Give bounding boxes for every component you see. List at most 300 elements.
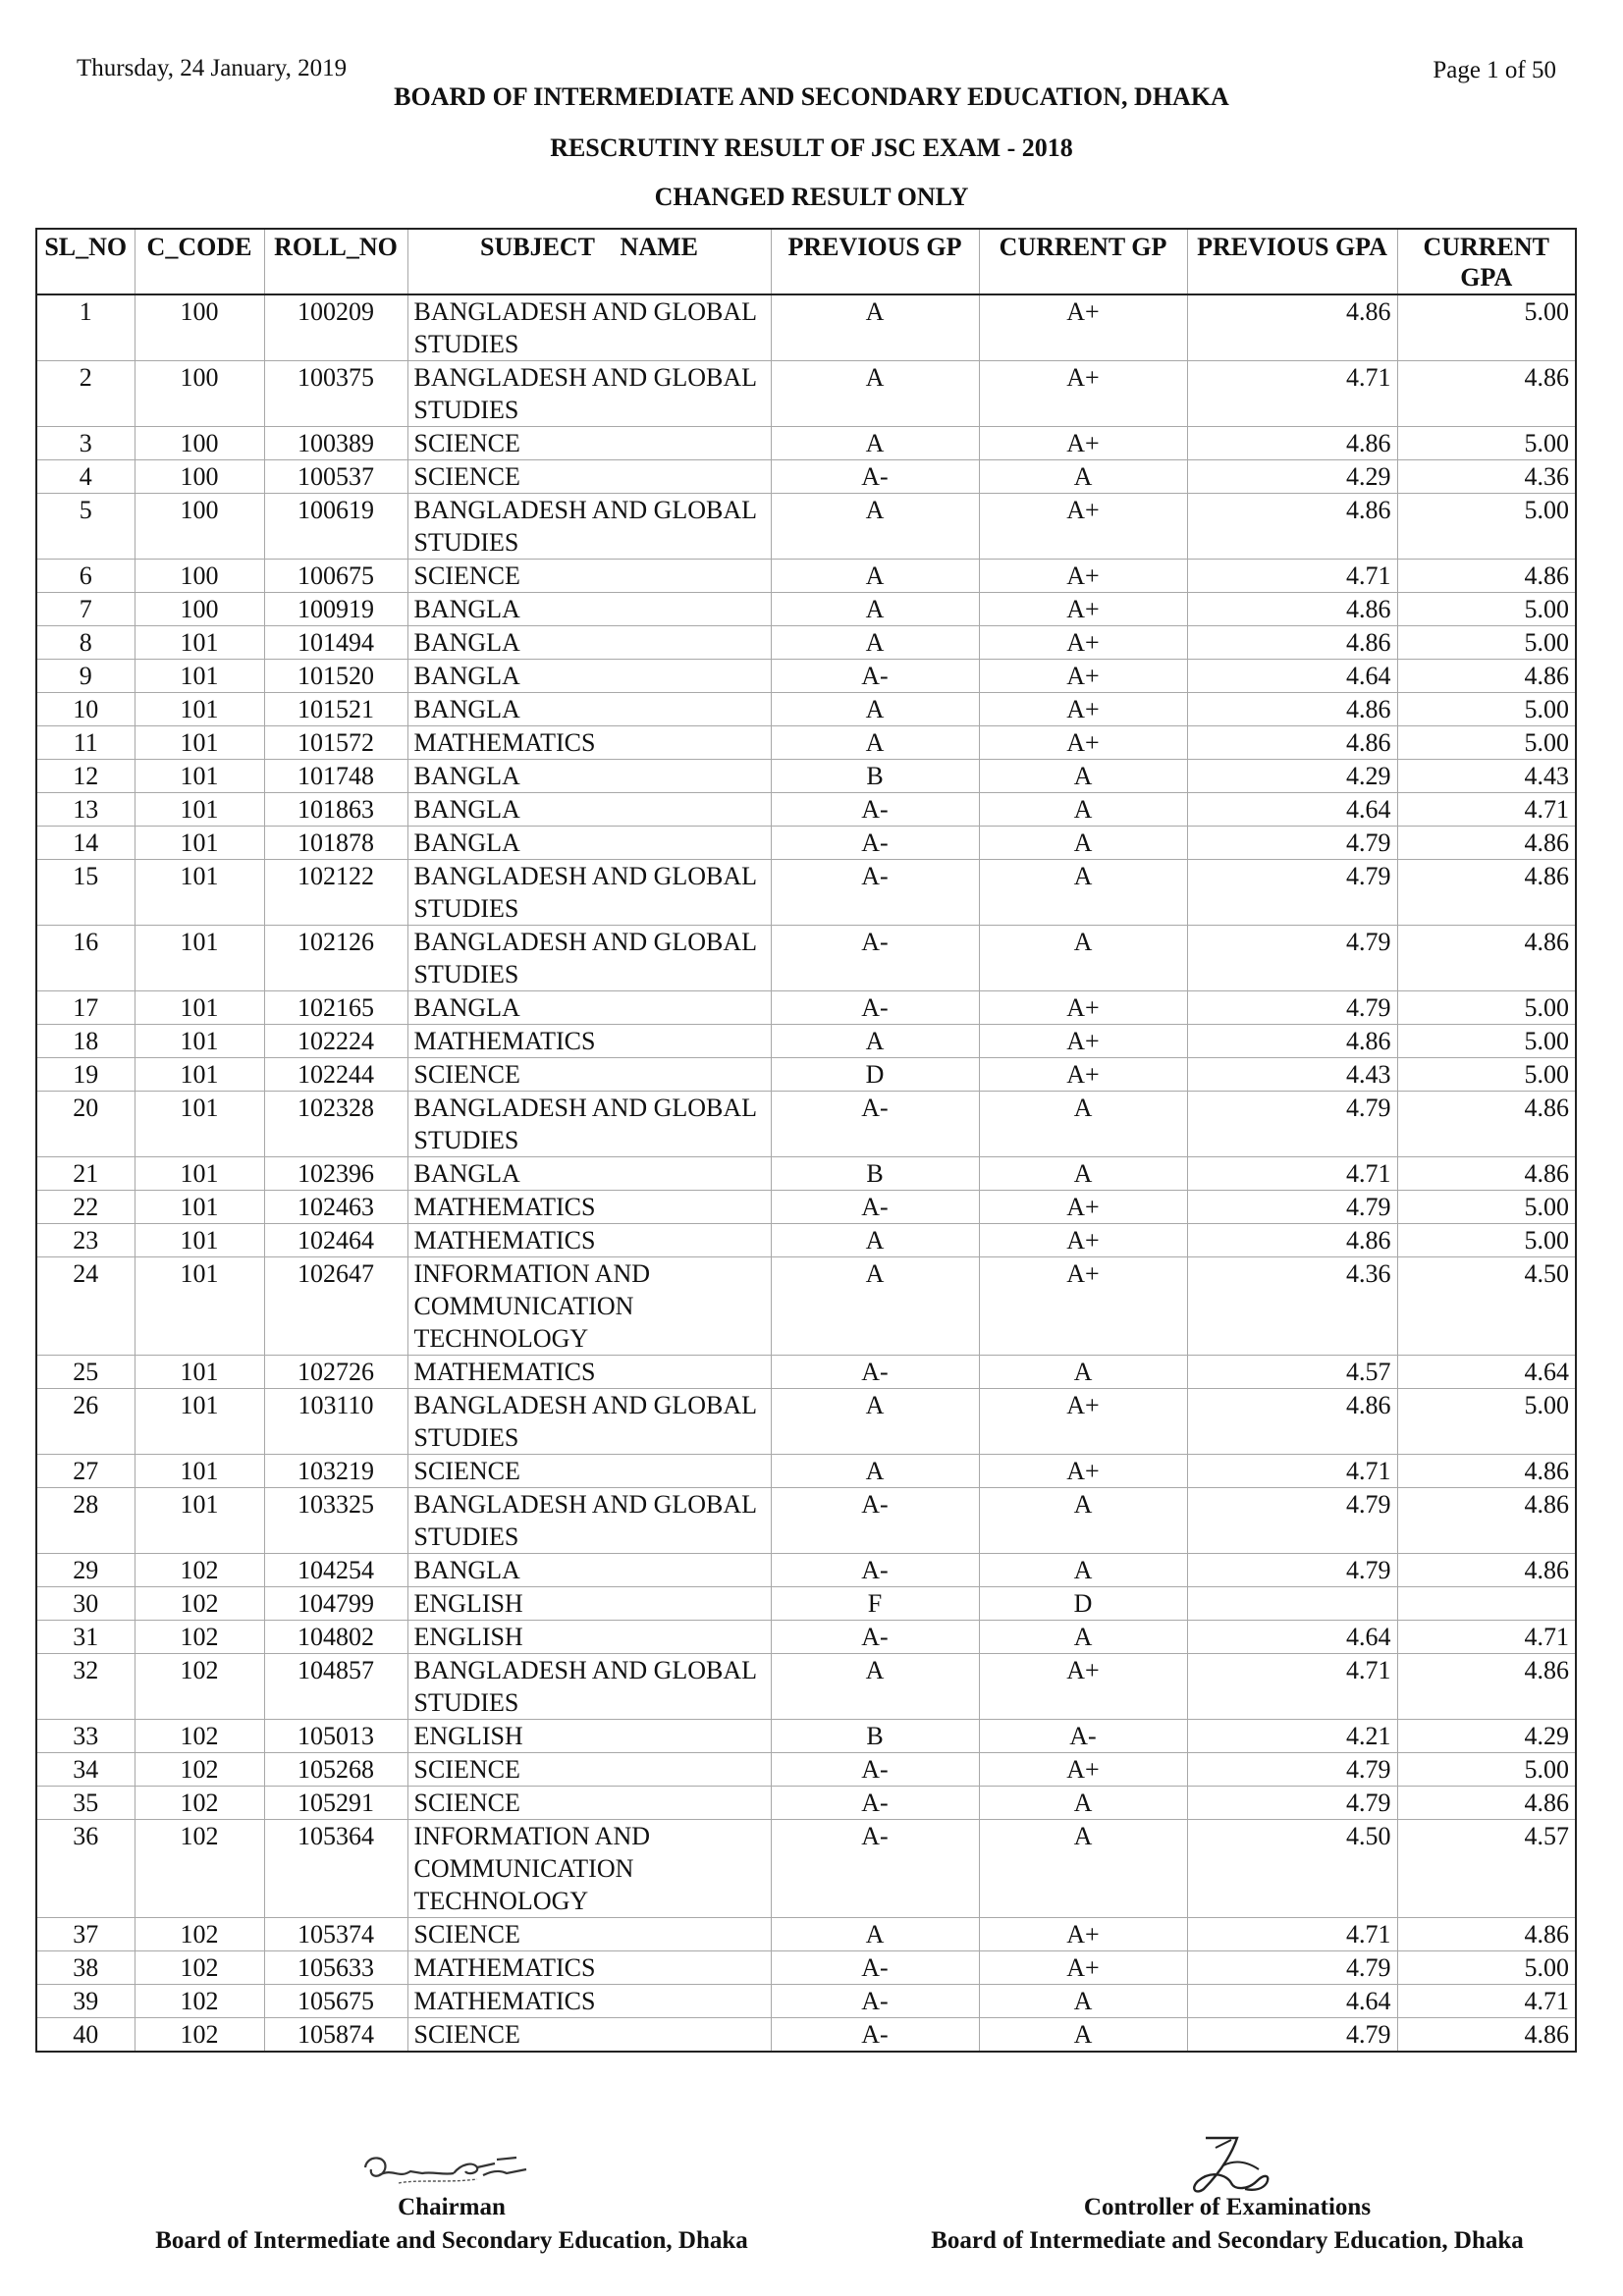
- cell-subject-name: ENGLISH: [407, 1720, 771, 1753]
- cell-sl-no: 28: [36, 1488, 135, 1554]
- cell-previous-gp: D: [771, 1058, 979, 1092]
- cell-previous-gpa: 4.50: [1187, 1820, 1397, 1918]
- table-row: [36, 427, 1576, 460]
- cell-previous-gpa: 4.86: [1187, 626, 1397, 660]
- cell-c-code: 101: [135, 626, 264, 660]
- cell-previous-gpa: 4.29: [1187, 460, 1397, 494]
- cell-roll-no: 101878: [264, 827, 407, 860]
- cell-sl-no: 21: [36, 1157, 135, 1191]
- cell-subject-name: BANGLA: [407, 693, 771, 726]
- cell-roll-no: 100919: [264, 593, 407, 626]
- cell-current-gpa: 5.00: [1397, 1389, 1576, 1455]
- cell-c-code: 101: [135, 926, 264, 991]
- cell-previous-gp: A-: [771, 793, 979, 827]
- cell-c-code: 101: [135, 1257, 264, 1356]
- cell-previous-gp: A-: [771, 827, 979, 860]
- cell-c-code: 101: [135, 660, 264, 693]
- table-row: [36, 1820, 1576, 1918]
- cell-current-gp: A: [979, 1787, 1187, 1820]
- table-row: [36, 1720, 1576, 1753]
- cell-previous-gp: A: [771, 693, 979, 726]
- cell-subject-name: SCIENCE: [407, 1918, 771, 1951]
- table-row: [36, 1587, 1576, 1621]
- cell-roll-no: 100675: [264, 560, 407, 593]
- cell-current-gpa: 4.86: [1397, 926, 1576, 991]
- cell-current-gp: A+: [979, 560, 1187, 593]
- table-row: [36, 1554, 1576, 1587]
- cell-previous-gp: F: [771, 1587, 979, 1621]
- table-row: [36, 460, 1576, 494]
- cell-current-gp: A+: [979, 991, 1187, 1025]
- cell-previous-gp: A-: [771, 460, 979, 494]
- cell-current-gpa: 4.86: [1397, 1918, 1576, 1951]
- cell-sl-no: 30: [36, 1587, 135, 1621]
- table-row: [36, 1455, 1576, 1488]
- cell-previous-gp: A-: [771, 660, 979, 693]
- cell-roll-no: 105633: [264, 1951, 407, 1985]
- cell-previous-gpa: 4.86: [1187, 593, 1397, 626]
- table-row: [36, 1621, 1576, 1654]
- cell-previous-gpa: [1187, 1587, 1397, 1621]
- cell-roll-no: 102224: [264, 1025, 407, 1058]
- cell-sl-no: 13: [36, 793, 135, 827]
- cell-subject-name: SCIENCE: [407, 1753, 771, 1787]
- table-row: [36, 793, 1576, 827]
- cell-c-code: 102: [135, 1918, 264, 1951]
- cell-current-gpa: 4.86: [1397, 560, 1576, 593]
- cell-previous-gp: A: [771, 1025, 979, 1058]
- cell-roll-no: 102464: [264, 1224, 407, 1257]
- cell-previous-gpa: 4.79: [1187, 1753, 1397, 1787]
- cell-previous-gp: A-: [771, 1092, 979, 1157]
- table-row: [36, 626, 1576, 660]
- cell-current-gpa: 4.86: [1397, 1488, 1576, 1554]
- cell-previous-gpa: 4.79: [1187, 1191, 1397, 1224]
- cell-c-code: 102: [135, 2018, 264, 2053]
- cell-sl-no: 25: [36, 1356, 135, 1389]
- cell-roll-no: 105268: [264, 1753, 407, 1787]
- cell-previous-gp: A-: [771, 1820, 979, 1918]
- cell-c-code: 101: [135, 726, 264, 760]
- cell-sl-no: 4: [36, 460, 135, 494]
- cell-roll-no: 101748: [264, 760, 407, 793]
- cell-subject-name: BANGLA: [407, 827, 771, 860]
- cell-sl-no: 26: [36, 1389, 135, 1455]
- cell-sl-no: 2: [36, 361, 135, 427]
- board-title: BOARD OF INTERMEDIATE AND SECONDARY EDUCATION, DHAKA: [394, 82, 1229, 111]
- cell-previous-gpa: 4.71: [1187, 1157, 1397, 1191]
- cell-previous-gpa: 4.29: [1187, 760, 1397, 793]
- cell-current-gpa: 5.00: [1397, 1753, 1576, 1787]
- cell-current-gpa: 5.00: [1397, 294, 1576, 361]
- cell-previous-gp: A-: [771, 991, 979, 1025]
- cell-roll-no: 100375: [264, 361, 407, 427]
- cell-c-code: 101: [135, 760, 264, 793]
- cell-sl-no: 35: [36, 1787, 135, 1820]
- cell-sl-no: 14: [36, 827, 135, 860]
- cell-previous-gpa: 4.64: [1187, 1985, 1397, 2018]
- cell-previous-gpa: 4.79: [1187, 860, 1397, 926]
- cell-sl-no: 31: [36, 1621, 135, 1654]
- cell-previous-gp: A: [771, 726, 979, 760]
- table-body: [36, 294, 1576, 2052]
- cell-previous-gpa: 4.79: [1187, 926, 1397, 991]
- cell-roll-no: 103110: [264, 1389, 407, 1455]
- cell-roll-no: 101863: [264, 793, 407, 827]
- cell-roll-no: 104254: [264, 1554, 407, 1587]
- cell-previous-gp: A-: [771, 1985, 979, 2018]
- cell-c-code: 101: [135, 860, 264, 926]
- cell-current-gpa: 4.29: [1397, 1720, 1576, 1753]
- cell-roll-no: 105364: [264, 1820, 407, 1918]
- cell-current-gp: A+: [979, 1654, 1187, 1720]
- cell-previous-gpa: 4.71: [1187, 560, 1397, 593]
- cell-subject-name: BANGLADESH AND GLOBAL STUDIES: [407, 1389, 771, 1455]
- cell-current-gp: A+: [979, 626, 1187, 660]
- cell-c-code: 101: [135, 991, 264, 1025]
- cell-current-gpa: 4.86: [1397, 1787, 1576, 1820]
- cell-sl-no: 24: [36, 1257, 135, 1356]
- cell-previous-gpa: 4.86: [1187, 494, 1397, 560]
- table-row: [36, 1092, 1576, 1157]
- table-row: [36, 926, 1576, 991]
- cell-previous-gp: A: [771, 1224, 979, 1257]
- cell-previous-gpa: 4.57: [1187, 1356, 1397, 1389]
- cell-current-gpa: 5.00: [1397, 626, 1576, 660]
- cell-c-code: 102: [135, 1621, 264, 1654]
- cell-c-code: 101: [135, 1455, 264, 1488]
- cell-subject-name: SCIENCE: [407, 1455, 771, 1488]
- cell-current-gp: A: [979, 460, 1187, 494]
- cell-current-gpa: 5.00: [1397, 593, 1576, 626]
- cell-roll-no: 102165: [264, 991, 407, 1025]
- results-table: [35, 228, 1577, 2053]
- cell-previous-gp: A: [771, 1455, 979, 1488]
- table-row: [36, 1025, 1576, 1058]
- cell-current-gp: A+: [979, 361, 1187, 427]
- table-row: [36, 1787, 1576, 1820]
- cell-current-gpa: 4.86: [1397, 1157, 1576, 1191]
- table-row: [36, 1191, 1576, 1224]
- cell-previous-gp: A: [771, 294, 979, 361]
- cell-subject-name: BANGLA: [407, 593, 771, 626]
- cell-c-code: 100: [135, 294, 264, 361]
- cell-current-gpa: 4.86: [1397, 660, 1576, 693]
- cell-previous-gpa: 4.79: [1187, 1092, 1397, 1157]
- page-number: Page 1 of 50: [1433, 57, 1556, 83]
- cell-current-gpa: 4.36: [1397, 460, 1576, 494]
- table-row: [36, 1058, 1576, 1092]
- cell-current-gp: A: [979, 1356, 1187, 1389]
- cell-previous-gp: A-: [771, 860, 979, 926]
- cell-roll-no: 101521: [264, 693, 407, 726]
- cell-sl-no: 34: [36, 1753, 135, 1787]
- cell-subject-name: BANGLADESH AND GLOBAL STUDIES: [407, 926, 771, 991]
- cell-previous-gpa: 4.86: [1187, 1224, 1397, 1257]
- cell-current-gp: A+: [979, 1455, 1187, 1488]
- header-c-code: C_CODE: [135, 229, 264, 294]
- cell-subject-name: MATHEMATICS: [407, 1985, 771, 2018]
- table-row: [36, 1654, 1576, 1720]
- table-row: [36, 860, 1576, 926]
- cell-roll-no: 105291: [264, 1787, 407, 1820]
- cell-c-code: 102: [135, 1951, 264, 1985]
- cell-current-gpa: 4.71: [1397, 1621, 1576, 1654]
- cell-roll-no: 104857: [264, 1654, 407, 1720]
- cell-previous-gpa: 4.64: [1187, 793, 1397, 827]
- cell-roll-no: 102726: [264, 1356, 407, 1389]
- cell-subject-name: BANGLADESH AND GLOBAL STUDIES: [407, 361, 771, 427]
- cell-current-gp: A+: [979, 1951, 1187, 1985]
- cell-c-code: 100: [135, 494, 264, 560]
- table-header: [36, 229, 1576, 294]
- cell-previous-gp: A-: [771, 1356, 979, 1389]
- cell-previous-gp: A: [771, 1389, 979, 1455]
- cell-current-gp: A+: [979, 1257, 1187, 1356]
- cell-current-gp: A+: [979, 726, 1187, 760]
- header-current-gpa: CURRENT GPA: [1397, 229, 1576, 294]
- cell-c-code: 101: [135, 1058, 264, 1092]
- cell-sl-no: 16: [36, 926, 135, 991]
- cell-roll-no: 104802: [264, 1621, 407, 1654]
- controller-signature-block: [884, 2138, 1571, 2258]
- cell-previous-gp: A: [771, 494, 979, 560]
- cell-current-gp: A: [979, 2018, 1187, 2053]
- cell-previous-gp: A: [771, 560, 979, 593]
- cell-current-gp: A+: [979, 1389, 1187, 1455]
- cell-roll-no: 102463: [264, 1191, 407, 1224]
- cell-sl-no: 5: [36, 494, 135, 560]
- cell-sl-no: 22: [36, 1191, 135, 1224]
- cell-previous-gpa: 4.79: [1187, 1554, 1397, 1587]
- cell-c-code: 102: [135, 1787, 264, 1820]
- report-date: Thursday, 24 January, 2019: [77, 55, 348, 81]
- cell-roll-no: 103325: [264, 1488, 407, 1554]
- cell-current-gp: A: [979, 760, 1187, 793]
- cell-c-code: 102: [135, 1654, 264, 1720]
- cell-sl-no: 7: [36, 593, 135, 626]
- header-previous-gp: PREVIOUS GP: [771, 229, 979, 294]
- cell-c-code: 100: [135, 593, 264, 626]
- cell-sl-no: 36: [36, 1820, 135, 1918]
- cell-sl-no: 39: [36, 1985, 135, 2018]
- cell-sl-no: 1: [36, 294, 135, 361]
- table-row: [36, 361, 1576, 427]
- cell-previous-gp: B: [771, 1720, 979, 1753]
- cell-previous-gpa: 4.79: [1187, 2018, 1397, 2053]
- cell-subject-name: BANGLA: [407, 660, 771, 693]
- table-row: [36, 1257, 1576, 1356]
- cell-c-code: 101: [135, 1356, 264, 1389]
- cell-current-gp: A+: [979, 494, 1187, 560]
- cell-sl-no: 37: [36, 1918, 135, 1951]
- cell-previous-gp: A: [771, 361, 979, 427]
- cell-roll-no: 103219: [264, 1455, 407, 1488]
- cell-current-gp: A: [979, 1621, 1187, 1654]
- cell-current-gp: A: [979, 793, 1187, 827]
- table-row: [36, 693, 1576, 726]
- result-note: CHANGED RESULT ONLY: [654, 183, 969, 211]
- cell-c-code: 100: [135, 460, 264, 494]
- cell-sl-no: 10: [36, 693, 135, 726]
- cell-previous-gpa: 4.64: [1187, 660, 1397, 693]
- cell-c-code: 101: [135, 827, 264, 860]
- cell-previous-gpa: 4.79: [1187, 1951, 1397, 1985]
- cell-current-gp: A: [979, 1092, 1187, 1157]
- cell-previous-gp: A: [771, 1918, 979, 1951]
- cell-previous-gpa: 4.86: [1187, 693, 1397, 726]
- cell-subject-name: MATHEMATICS: [407, 1224, 771, 1257]
- cell-roll-no: 101520: [264, 660, 407, 693]
- cell-roll-no: 101572: [264, 726, 407, 760]
- cell-subject-name: BANGLADESH AND GLOBAL STUDIES: [407, 860, 771, 926]
- header-roll-no: ROLL_NO: [264, 229, 407, 294]
- cell-current-gpa: 4.86: [1397, 860, 1576, 926]
- cell-previous-gp: B: [771, 760, 979, 793]
- cell-roll-no: 100209: [264, 294, 407, 361]
- cell-sl-no: 20: [36, 1092, 135, 1157]
- table-row: [36, 593, 1576, 626]
- cell-roll-no: 102328: [264, 1092, 407, 1157]
- cell-subject-name: MATHEMATICS: [407, 1951, 771, 1985]
- cell-current-gp: A+: [979, 1058, 1187, 1092]
- cell-roll-no: 102396: [264, 1157, 407, 1191]
- cell-previous-gpa: 4.86: [1187, 1389, 1397, 1455]
- cell-sl-no: 17: [36, 991, 135, 1025]
- cell-roll-no: 100389: [264, 427, 407, 460]
- cell-c-code: 100: [135, 427, 264, 460]
- cell-previous-gpa: 4.21: [1187, 1720, 1397, 1753]
- table-row: [36, 991, 1576, 1025]
- cell-c-code: 102: [135, 1720, 264, 1753]
- exam-title: RESCRUTINY RESULT OF JSC EXAM - 2018: [550, 133, 1073, 162]
- cell-current-gpa: 4.71: [1397, 1985, 1576, 2018]
- cell-c-code: 101: [135, 693, 264, 726]
- cell-current-gpa: 4.86: [1397, 827, 1576, 860]
- cell-subject-name: BANGLA: [407, 991, 771, 1025]
- cell-subject-name: ENGLISH: [407, 1621, 771, 1654]
- cell-current-gp: A: [979, 1488, 1187, 1554]
- cell-current-gpa: 4.64: [1397, 1356, 1576, 1389]
- table-row: [36, 494, 1576, 560]
- cell-current-gp: A: [979, 860, 1187, 926]
- table-row: [36, 760, 1576, 793]
- cell-subject-name: BANGLADESH AND GLOBAL STUDIES: [407, 1488, 771, 1554]
- cell-subject-name: BANGLA: [407, 626, 771, 660]
- cell-previous-gp: A: [771, 1257, 979, 1356]
- cell-current-gp: A: [979, 1554, 1187, 1587]
- cell-current-gpa: 4.71: [1397, 793, 1576, 827]
- cell-sl-no: 11: [36, 726, 135, 760]
- cell-c-code: 101: [135, 1488, 264, 1554]
- cell-current-gpa: 4.86: [1397, 1654, 1576, 1720]
- table-row: [36, 660, 1576, 693]
- cell-roll-no: 105874: [264, 2018, 407, 2053]
- chairman-signature-block: [108, 2138, 795, 2258]
- cell-roll-no: 102126: [264, 926, 407, 991]
- cell-c-code: 101: [135, 1157, 264, 1191]
- table-row: [36, 1224, 1576, 1257]
- table-row: [36, 726, 1576, 760]
- cell-subject-name: MATHEMATICS: [407, 726, 771, 760]
- cell-subject-name: MATHEMATICS: [407, 1356, 771, 1389]
- cell-c-code: 100: [135, 560, 264, 593]
- cell-subject-name: BANGLA: [407, 1554, 771, 1587]
- cell-previous-gp: A: [771, 593, 979, 626]
- chairman-title: Chairman: [398, 2194, 506, 2220]
- cell-roll-no: 100619: [264, 494, 407, 560]
- cell-current-gp: A+: [979, 427, 1187, 460]
- cell-previous-gpa: 4.71: [1187, 361, 1397, 427]
- cell-previous-gpa: 4.86: [1187, 294, 1397, 361]
- cell-current-gpa: 5.00: [1397, 693, 1576, 726]
- cell-current-gpa: 5.00: [1397, 427, 1576, 460]
- cell-roll-no: 102122: [264, 860, 407, 926]
- cell-current-gp: A: [979, 1157, 1187, 1191]
- cell-current-gp: A+: [979, 1025, 1187, 1058]
- cell-sl-no: 15: [36, 860, 135, 926]
- cell-current-gpa: 5.00: [1397, 1025, 1576, 1058]
- cell-previous-gp: A-: [771, 1554, 979, 1587]
- cell-current-gp: A+: [979, 1191, 1187, 1224]
- header-subject-name: SUBJECT NAME: [407, 229, 771, 294]
- cell-current-gpa: 4.86: [1397, 1554, 1576, 1587]
- table-row: [36, 2018, 1576, 2053]
- cell-c-code: 101: [135, 1389, 264, 1455]
- cell-previous-gp: A: [771, 626, 979, 660]
- cell-previous-gpa: 4.79: [1187, 1787, 1397, 1820]
- cell-roll-no: 105013: [264, 1720, 407, 1753]
- cell-current-gp: D: [979, 1587, 1187, 1621]
- cell-previous-gp: A-: [771, 1787, 979, 1820]
- cell-current-gpa: 5.00: [1397, 991, 1576, 1025]
- cell-sl-no: 33: [36, 1720, 135, 1753]
- cell-current-gpa: 4.86: [1397, 2018, 1576, 2053]
- cell-sl-no: 9: [36, 660, 135, 693]
- cell-current-gpa: 4.86: [1397, 1092, 1576, 1157]
- table-row: [36, 1488, 1576, 1554]
- cell-subject-name: INFORMATION AND COMMUNICATION TECHNOLOGY: [407, 1820, 771, 1918]
- cell-c-code: 100: [135, 361, 264, 427]
- cell-previous-gpa: 4.79: [1187, 991, 1397, 1025]
- table-row: [36, 1753, 1576, 1787]
- cell-roll-no: 105374: [264, 1918, 407, 1951]
- cell-previous-gp: A: [771, 1654, 979, 1720]
- cell-current-gpa: 5.00: [1397, 1191, 1576, 1224]
- cell-current-gpa: 5.00: [1397, 1058, 1576, 1092]
- controller-organization: Board of Intermediate and Secondary Education, Dhaka: [931, 2227, 1524, 2254]
- cell-current-gp: A: [979, 1985, 1187, 2018]
- cell-current-gpa: 5.00: [1397, 1224, 1576, 1257]
- cell-roll-no: 100537: [264, 460, 407, 494]
- cell-current-gpa: 4.86: [1397, 361, 1576, 427]
- cell-previous-gp: B: [771, 1157, 979, 1191]
- cell-current-gp: A: [979, 926, 1187, 991]
- cell-subject-name: MATHEMATICS: [407, 1191, 771, 1224]
- cell-subject-name: BANGLADESH AND GLOBAL STUDIES: [407, 494, 771, 560]
- cell-sl-no: 38: [36, 1951, 135, 1985]
- cell-subject-name: BANGLA: [407, 1157, 771, 1191]
- cell-subject-name: SCIENCE: [407, 427, 771, 460]
- table-row: [36, 827, 1576, 860]
- cell-c-code: 101: [135, 1092, 264, 1157]
- cell-sl-no: 18: [36, 1025, 135, 1058]
- cell-current-gpa: 4.57: [1397, 1820, 1576, 1918]
- cell-previous-gp: A-: [771, 1191, 979, 1224]
- cell-roll-no: 105675: [264, 1985, 407, 2018]
- cell-current-gp: A+: [979, 1224, 1187, 1257]
- cell-subject-name: BANGLADESH AND GLOBAL STUDIES: [407, 294, 771, 361]
